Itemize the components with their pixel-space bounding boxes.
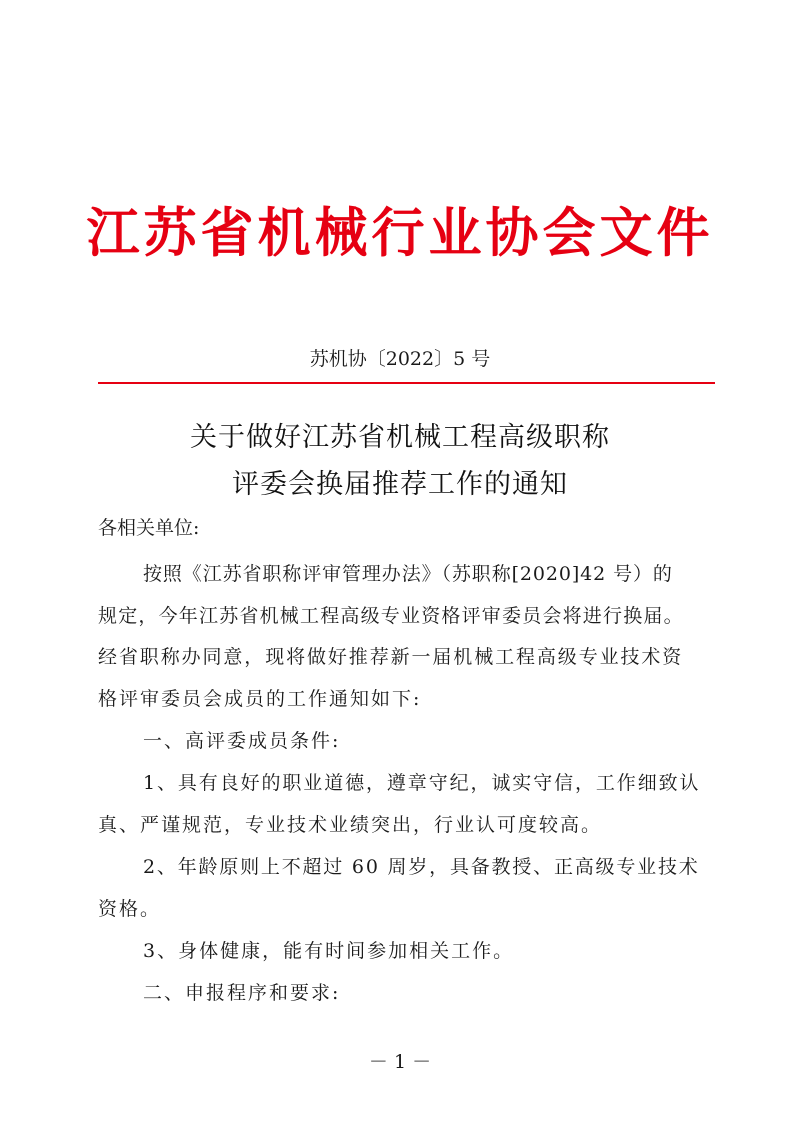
- body-line-2: 规定，今年江苏省机械工程高级专业资格评审委员会将进行换届。: [98, 605, 684, 627]
- notice-title-line-2: 评委会换届推荐工作的通知: [232, 469, 568, 500]
- section-heading-1: 一、高评委成员条件:: [143, 730, 341, 752]
- body-line-9: 3、身体健康，能有时间参加相关工作。: [143, 940, 515, 962]
- section-heading-2: 二、申报程序和要求:: [143, 982, 341, 1004]
- body-line-5: 1、具有良好的职业道德，遵章守纪，诚实守信，工作细致认: [143, 772, 701, 794]
- notice-title-line-1: 关于做好江苏省机械工程高级职称: [190, 422, 610, 453]
- page-number: － 1 －: [368, 1051, 432, 1073]
- body-line-4: 格评审委员会成员的工作通知如下:: [98, 688, 422, 710]
- masthead-title: 江苏省机械行业协会文件: [86, 202, 714, 264]
- body-line-7: 2、年龄原则上不超过 60 周岁，具备教授、正高级专业技术: [143, 856, 700, 878]
- body-line-3: 经省职称办同意，现将做好推荐新一届机械工程高级专业技术资: [98, 646, 684, 668]
- red-divider-line: [98, 382, 715, 384]
- body-line-6: 真、严谨规范，专业技术业绩突出，行业认可度较高。: [98, 814, 603, 836]
- body-line-1: 按照《江苏省职称评审管理办法》（苏职称[2020]42 号）的: [143, 563, 673, 585]
- body-line-8: 资格。: [98, 898, 162, 920]
- document-number: 苏机协〔2022〕5 号: [309, 348, 491, 370]
- salutation: 各相关单位:: [98, 517, 200, 539]
